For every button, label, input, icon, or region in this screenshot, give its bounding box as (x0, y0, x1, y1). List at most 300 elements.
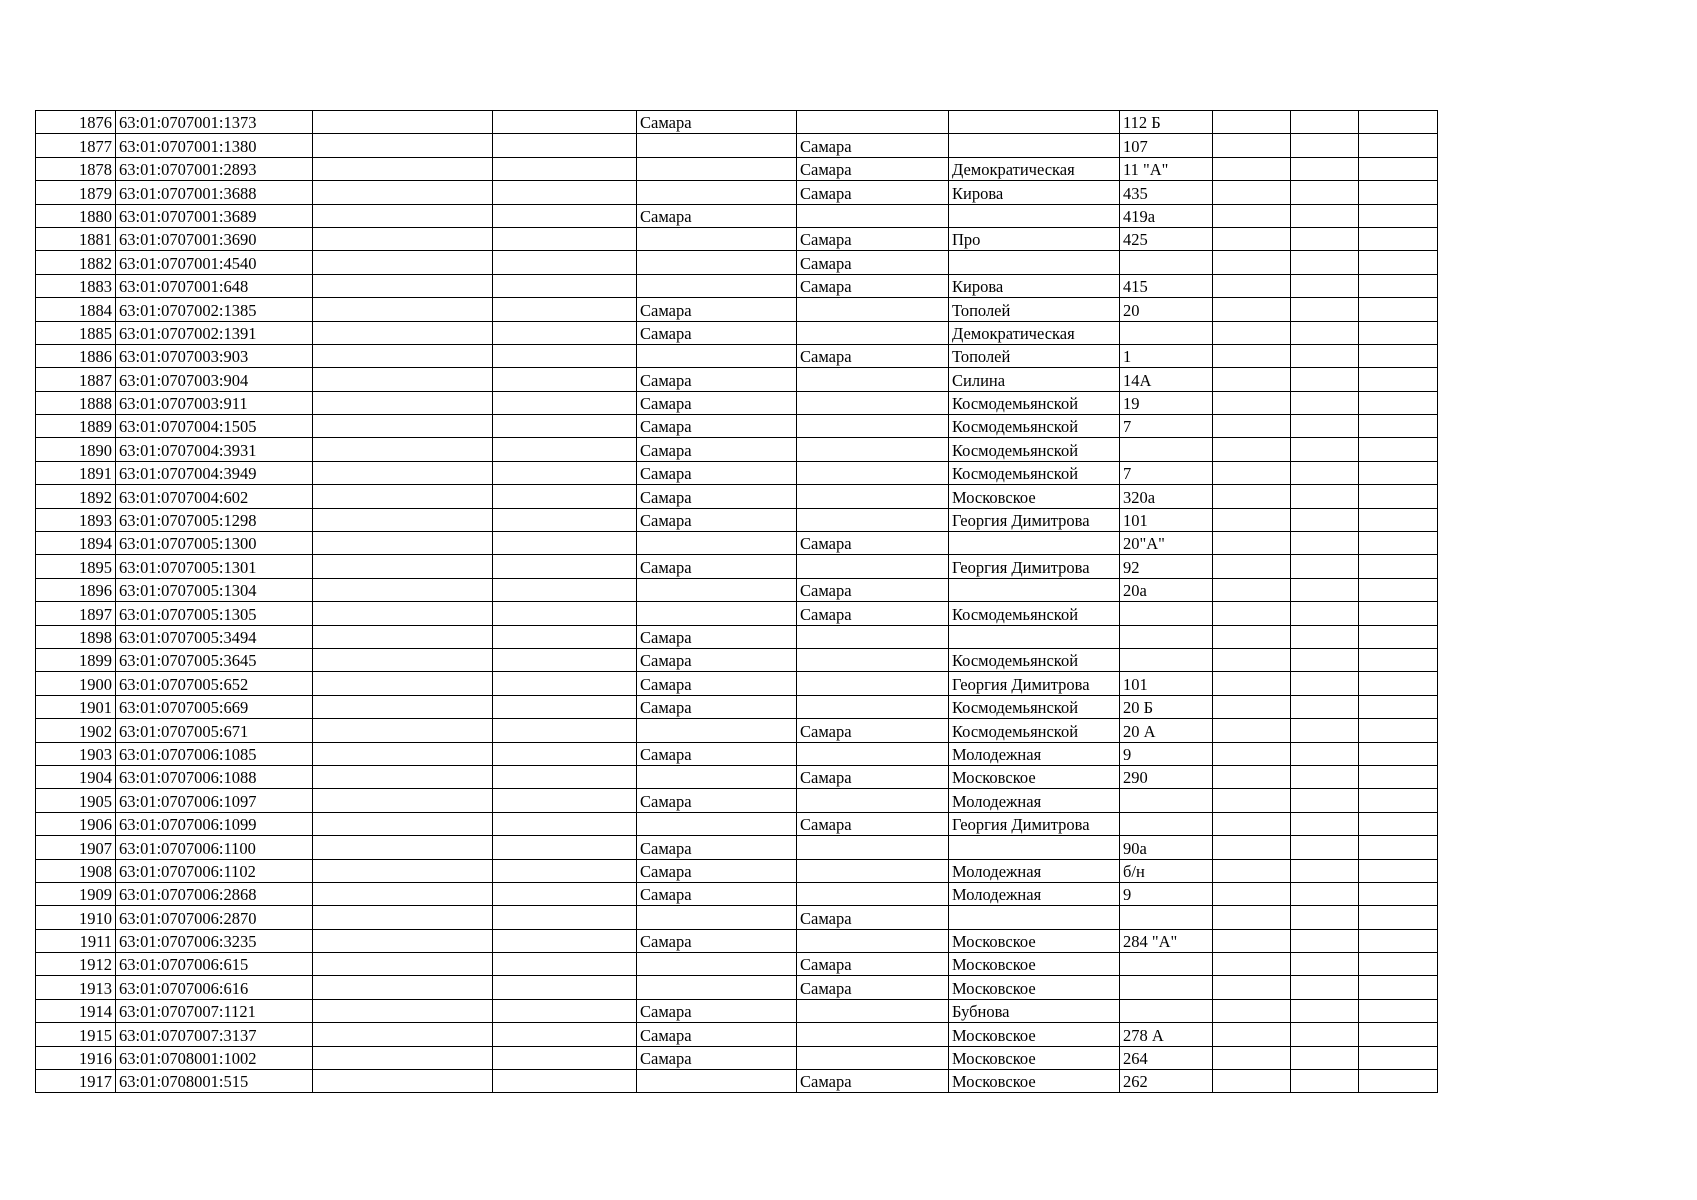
cadastral-number-cell: 63:01:0707006:1102 (116, 859, 313, 882)
empty-cell (1359, 648, 1438, 671)
street-cell (949, 906, 1120, 929)
empty-cell (1359, 929, 1438, 952)
street-cell: Космодемьянской (949, 648, 1120, 671)
empty-cell (493, 976, 637, 999)
city-cell: Самара (637, 742, 797, 765)
street-cell: Кирова (949, 274, 1120, 297)
table-row (36, 719, 1438, 742)
empty-cell (313, 298, 493, 321)
row-number-cell: 1908 (36, 859, 116, 882)
table-row (36, 929, 1438, 952)
empty-cell (313, 765, 493, 788)
row-number-cell: 1879 (36, 181, 116, 204)
empty-cell (1213, 602, 1291, 625)
empty-cell (1291, 1046, 1359, 1069)
empty-cell (313, 555, 493, 578)
city-cell: Самара (637, 508, 797, 531)
locality-cell (797, 999, 949, 1022)
empty-cell (1359, 602, 1438, 625)
empty-cell (1291, 882, 1359, 905)
city-cell (637, 602, 797, 625)
empty-cell (1213, 111, 1291, 134)
empty-cell (1291, 368, 1359, 391)
empty-cell (493, 251, 637, 274)
street-cell: Молодежная (949, 882, 1120, 905)
empty-cell (1291, 274, 1359, 297)
street-cell: Силина (949, 368, 1120, 391)
city-cell: Самара (637, 929, 797, 952)
empty-cell (313, 532, 493, 555)
empty-cell (1213, 227, 1291, 250)
table-row (36, 227, 1438, 250)
cadastral-number-cell: 63:01:0707005:1300 (116, 532, 313, 555)
empty-cell (1213, 461, 1291, 484)
house-number-cell: 320а (1120, 485, 1213, 508)
street-cell: Космодемьянской (949, 719, 1120, 742)
city-cell (637, 976, 797, 999)
cadastral-number-cell: 63:01:0707004:602 (116, 485, 313, 508)
empty-cell (1359, 508, 1438, 531)
table-row (36, 344, 1438, 367)
empty-cell (1291, 859, 1359, 882)
empty-cell (1213, 765, 1291, 788)
table-row (36, 859, 1438, 882)
house-number-cell: 278 А (1120, 1023, 1213, 1046)
cadastral-number-cell: 63:01:0707005:3494 (116, 625, 313, 648)
house-number-cell: 9 (1120, 882, 1213, 905)
empty-cell (493, 765, 637, 788)
locality-cell: Самара (797, 181, 949, 204)
cadastral-number-cell: 63:01:0707001:3690 (116, 227, 313, 250)
city-cell (637, 812, 797, 835)
cadastral-number-cell: 63:01:0707006:1097 (116, 789, 313, 812)
table-row (36, 204, 1438, 227)
locality-cell (797, 438, 949, 461)
house-number-cell: 7 (1120, 461, 1213, 484)
house-number-cell: 9 (1120, 742, 1213, 765)
row-number-cell: 1885 (36, 321, 116, 344)
empty-cell (1213, 719, 1291, 742)
row-number-cell: 1893 (36, 508, 116, 531)
locality-cell (797, 204, 949, 227)
city-cell: Самара (637, 111, 797, 134)
city-cell (637, 532, 797, 555)
empty-cell (493, 719, 637, 742)
empty-cell (313, 602, 493, 625)
cadastral-number-cell: 63:01:0707001:4540 (116, 251, 313, 274)
empty-cell (1213, 415, 1291, 438)
house-number-cell (1120, 251, 1213, 274)
street-cell: Молодежная (949, 859, 1120, 882)
empty-cell (1359, 321, 1438, 344)
row-number-cell: 1911 (36, 929, 116, 952)
street-cell: Московское (949, 953, 1120, 976)
empty-cell (493, 906, 637, 929)
row-number-cell: 1892 (36, 485, 116, 508)
empty-cell (493, 274, 637, 297)
empty-cell (313, 999, 493, 1022)
row-number-cell: 1904 (36, 765, 116, 788)
empty-cell (1291, 672, 1359, 695)
street-cell: Молодежная (949, 742, 1120, 765)
house-number-cell (1120, 812, 1213, 835)
empty-cell (313, 321, 493, 344)
empty-cell (313, 929, 493, 952)
empty-cell (1359, 134, 1438, 157)
empty-cell (1213, 999, 1291, 1022)
cadastral-number-cell: 63:01:0707007:3137 (116, 1023, 313, 1046)
empty-cell (493, 508, 637, 531)
locality-cell (797, 321, 949, 344)
table-row (36, 789, 1438, 812)
city-cell (637, 344, 797, 367)
house-number-cell (1120, 906, 1213, 929)
locality-cell (797, 625, 949, 648)
empty-cell (1213, 204, 1291, 227)
empty-cell (493, 1046, 637, 1069)
empty-cell (493, 836, 637, 859)
empty-cell (1359, 1070, 1438, 1093)
house-number-cell: 290 (1120, 765, 1213, 788)
empty-cell (1213, 625, 1291, 648)
row-number-cell: 1888 (36, 391, 116, 414)
city-cell (637, 953, 797, 976)
table-row (36, 882, 1438, 905)
table-row (36, 321, 1438, 344)
city-cell (637, 274, 797, 297)
locality-cell: Самара (797, 719, 949, 742)
cadastral-number-cell: 63:01:0707004:3949 (116, 461, 313, 484)
row-number-cell: 1890 (36, 438, 116, 461)
empty-cell (1359, 742, 1438, 765)
city-cell: Самара (637, 648, 797, 671)
empty-cell (1213, 157, 1291, 180)
empty-cell (313, 953, 493, 976)
row-number-cell: 1877 (36, 134, 116, 157)
house-number-cell (1120, 789, 1213, 812)
empty-cell (1359, 391, 1438, 414)
table-row (36, 625, 1438, 648)
locality-cell (797, 929, 949, 952)
empty-cell (1359, 672, 1438, 695)
table-row (36, 391, 1438, 414)
street-cell: Московское (949, 929, 1120, 952)
locality-cell: Самара (797, 976, 949, 999)
cadastral-number-cell: 63:01:0707007:1121 (116, 999, 313, 1022)
house-number-cell: 1 (1120, 344, 1213, 367)
house-number-cell (1120, 602, 1213, 625)
empty-cell (313, 181, 493, 204)
street-cell: Московское (949, 1046, 1120, 1069)
table-row (36, 111, 1438, 134)
empty-cell (1291, 999, 1359, 1022)
row-number-cell: 1876 (36, 111, 116, 134)
city-cell (637, 1070, 797, 1093)
empty-cell (1291, 181, 1359, 204)
empty-cell (313, 227, 493, 250)
cadastral-number-cell: 63:01:0707003:904 (116, 368, 313, 391)
house-number-cell: 415 (1120, 274, 1213, 297)
empty-cell (1359, 976, 1438, 999)
city-cell: Самара (637, 485, 797, 508)
row-number-cell: 1898 (36, 625, 116, 648)
city-cell: Самара (637, 415, 797, 438)
empty-cell (1213, 368, 1291, 391)
empty-cell (1213, 555, 1291, 578)
street-cell: Московское (949, 485, 1120, 508)
empty-cell (1291, 765, 1359, 788)
empty-cell (1359, 555, 1438, 578)
empty-cell (493, 625, 637, 648)
empty-cell (493, 1023, 637, 1046)
empty-cell (1359, 344, 1438, 367)
row-number-cell: 1899 (36, 648, 116, 671)
empty-cell (313, 836, 493, 859)
cadastral-number-cell: 63:01:0707001:648 (116, 274, 313, 297)
empty-cell (493, 368, 637, 391)
city-cell: Самара (637, 859, 797, 882)
empty-cell (313, 415, 493, 438)
empty-cell (1291, 415, 1359, 438)
cadastral-number-cell: 63:01:0707006:2868 (116, 882, 313, 905)
street-cell: Георгия Димитрова (949, 812, 1120, 835)
empty-cell (1291, 602, 1359, 625)
empty-cell (1359, 719, 1438, 742)
empty-cell (1359, 1046, 1438, 1069)
empty-cell (1213, 836, 1291, 859)
empty-cell (1291, 438, 1359, 461)
locality-cell (797, 1023, 949, 1046)
street-cell: Московское (949, 765, 1120, 788)
table-row (36, 742, 1438, 765)
street-cell: Космодемьянской (949, 602, 1120, 625)
locality-cell (797, 111, 949, 134)
empty-cell (1359, 999, 1438, 1022)
empty-cell (1213, 251, 1291, 274)
street-cell: Георгия Димитрова (949, 508, 1120, 531)
empty-cell (1213, 321, 1291, 344)
locality-cell: Самара (797, 532, 949, 555)
cadastral-number-cell: 63:01:0707003:911 (116, 391, 313, 414)
locality-cell (797, 742, 949, 765)
empty-cell (493, 859, 637, 882)
locality-cell: Самара (797, 578, 949, 601)
empty-cell (313, 438, 493, 461)
street-cell: Тополей (949, 298, 1120, 321)
empty-cell (313, 344, 493, 367)
cadastral-number-cell: 63:01:0707006:616 (116, 976, 313, 999)
cadastral-number-cell: 63:01:0708001:515 (116, 1070, 313, 1093)
empty-cell (1291, 906, 1359, 929)
empty-cell (1213, 1023, 1291, 1046)
house-number-cell: 264 (1120, 1046, 1213, 1069)
cadastral-number-cell: 63:01:0708001:1002 (116, 1046, 313, 1069)
row-number-cell: 1880 (36, 204, 116, 227)
city-cell: Самара (637, 438, 797, 461)
empty-cell (1213, 648, 1291, 671)
city-cell: Самара (637, 461, 797, 484)
empty-cell (313, 672, 493, 695)
table-body (36, 111, 1438, 1093)
house-number-cell (1120, 953, 1213, 976)
city-cell: Самара (637, 625, 797, 648)
empty-cell (1359, 157, 1438, 180)
locality-cell (797, 368, 949, 391)
empty-cell (493, 742, 637, 765)
locality-cell: Самара (797, 157, 949, 180)
cadastral-number-cell: 63:01:0707001:3688 (116, 181, 313, 204)
empty-cell (493, 672, 637, 695)
empty-cell (1359, 438, 1438, 461)
empty-cell (1359, 368, 1438, 391)
locality-cell: Самара (797, 602, 949, 625)
empty-cell (1213, 812, 1291, 835)
house-number-cell: 90а (1120, 836, 1213, 859)
house-number-cell: 20 Б (1120, 695, 1213, 718)
empty-cell (493, 953, 637, 976)
row-number-cell: 1906 (36, 812, 116, 835)
table-row (36, 415, 1438, 438)
empty-cell (1291, 976, 1359, 999)
empty-cell (1359, 485, 1438, 508)
street-cell (949, 625, 1120, 648)
locality-cell: Самара (797, 953, 949, 976)
row-number-cell: 1884 (36, 298, 116, 321)
street-cell: Демократическая (949, 157, 1120, 180)
house-number-cell: 92 (1120, 555, 1213, 578)
table-row (36, 532, 1438, 555)
table-row (36, 648, 1438, 671)
empty-cell (1291, 555, 1359, 578)
empty-cell (1213, 859, 1291, 882)
empty-cell (493, 461, 637, 484)
row-number-cell: 1913 (36, 976, 116, 999)
row-number-cell: 1916 (36, 1046, 116, 1069)
street-cell (949, 134, 1120, 157)
empty-cell (1291, 836, 1359, 859)
street-cell: Московское (949, 1070, 1120, 1093)
empty-cell (313, 812, 493, 835)
table-row (36, 555, 1438, 578)
table-row (36, 508, 1438, 531)
empty-cell (1291, 321, 1359, 344)
cadastral-number-cell: 63:01:0707004:3931 (116, 438, 313, 461)
empty-cell (493, 812, 637, 835)
empty-cell (1291, 298, 1359, 321)
street-cell: Молодежная (949, 789, 1120, 812)
row-number-cell: 1889 (36, 415, 116, 438)
street-cell (949, 251, 1120, 274)
empty-cell (1213, 391, 1291, 414)
street-cell: Демократическая (949, 321, 1120, 344)
table-row (36, 461, 1438, 484)
empty-cell (313, 1070, 493, 1093)
table-row (36, 368, 1438, 391)
empty-cell (313, 274, 493, 297)
empty-cell (493, 391, 637, 414)
empty-cell (313, 648, 493, 671)
house-number-cell (1120, 648, 1213, 671)
street-cell: Георгия Димитрова (949, 555, 1120, 578)
house-number-cell (1120, 976, 1213, 999)
locality-cell: Самара (797, 134, 949, 157)
street-cell: Кирова (949, 181, 1120, 204)
empty-cell (1213, 1070, 1291, 1093)
locality-cell (797, 882, 949, 905)
empty-cell (1359, 578, 1438, 601)
city-cell (637, 765, 797, 788)
street-cell (949, 111, 1120, 134)
table-row (36, 485, 1438, 508)
locality-cell (797, 415, 949, 438)
empty-cell (1213, 508, 1291, 531)
locality-cell (797, 555, 949, 578)
table-row (36, 953, 1438, 976)
empty-cell (313, 391, 493, 414)
empty-cell (313, 134, 493, 157)
empty-cell (1291, 461, 1359, 484)
house-number-cell (1120, 321, 1213, 344)
empty-cell (1291, 391, 1359, 414)
empty-cell (313, 742, 493, 765)
cadastral-number-cell: 63:01:0707005:1298 (116, 508, 313, 531)
city-cell: Самара (637, 204, 797, 227)
street-cell: Космодемьянской (949, 695, 1120, 718)
street-cell: Космодемьянской (949, 391, 1120, 414)
city-cell: Самара (637, 695, 797, 718)
cadastral-number-cell: 63:01:0707001:3689 (116, 204, 313, 227)
empty-cell (313, 157, 493, 180)
table-row (36, 1046, 1438, 1069)
row-number-cell: 1907 (36, 836, 116, 859)
city-cell: Самара (637, 321, 797, 344)
empty-cell (1359, 227, 1438, 250)
table-row (36, 672, 1438, 695)
locality-cell: Самара (797, 906, 949, 929)
empty-cell (313, 906, 493, 929)
locality-cell (797, 508, 949, 531)
street-cell (949, 578, 1120, 601)
empty-cell (313, 251, 493, 274)
street-cell: Тополей (949, 344, 1120, 367)
empty-cell (1359, 695, 1438, 718)
empty-cell (1213, 929, 1291, 952)
empty-cell (313, 111, 493, 134)
street-cell: Космодемьянской (949, 438, 1120, 461)
registry-table (35, 110, 1438, 1093)
cadastral-number-cell: 63:01:0707006:2870 (116, 906, 313, 929)
empty-cell (1213, 298, 1291, 321)
table-row (36, 695, 1438, 718)
city-cell: Самара (637, 368, 797, 391)
table-row (36, 438, 1438, 461)
street-cell (949, 836, 1120, 859)
empty-cell (1213, 532, 1291, 555)
empty-cell (1213, 485, 1291, 508)
empty-cell (1359, 812, 1438, 835)
empty-cell (493, 578, 637, 601)
cadastral-number-cell: 63:01:0707006:1088 (116, 765, 313, 788)
empty-cell (313, 1023, 493, 1046)
empty-cell (1213, 976, 1291, 999)
empty-cell (1359, 882, 1438, 905)
city-cell: Самара (637, 789, 797, 812)
empty-cell (313, 485, 493, 508)
empty-cell (1291, 532, 1359, 555)
cadastral-number-cell: 63:01:0707003:903 (116, 344, 313, 367)
row-number-cell: 1891 (36, 461, 116, 484)
empty-cell (1359, 906, 1438, 929)
